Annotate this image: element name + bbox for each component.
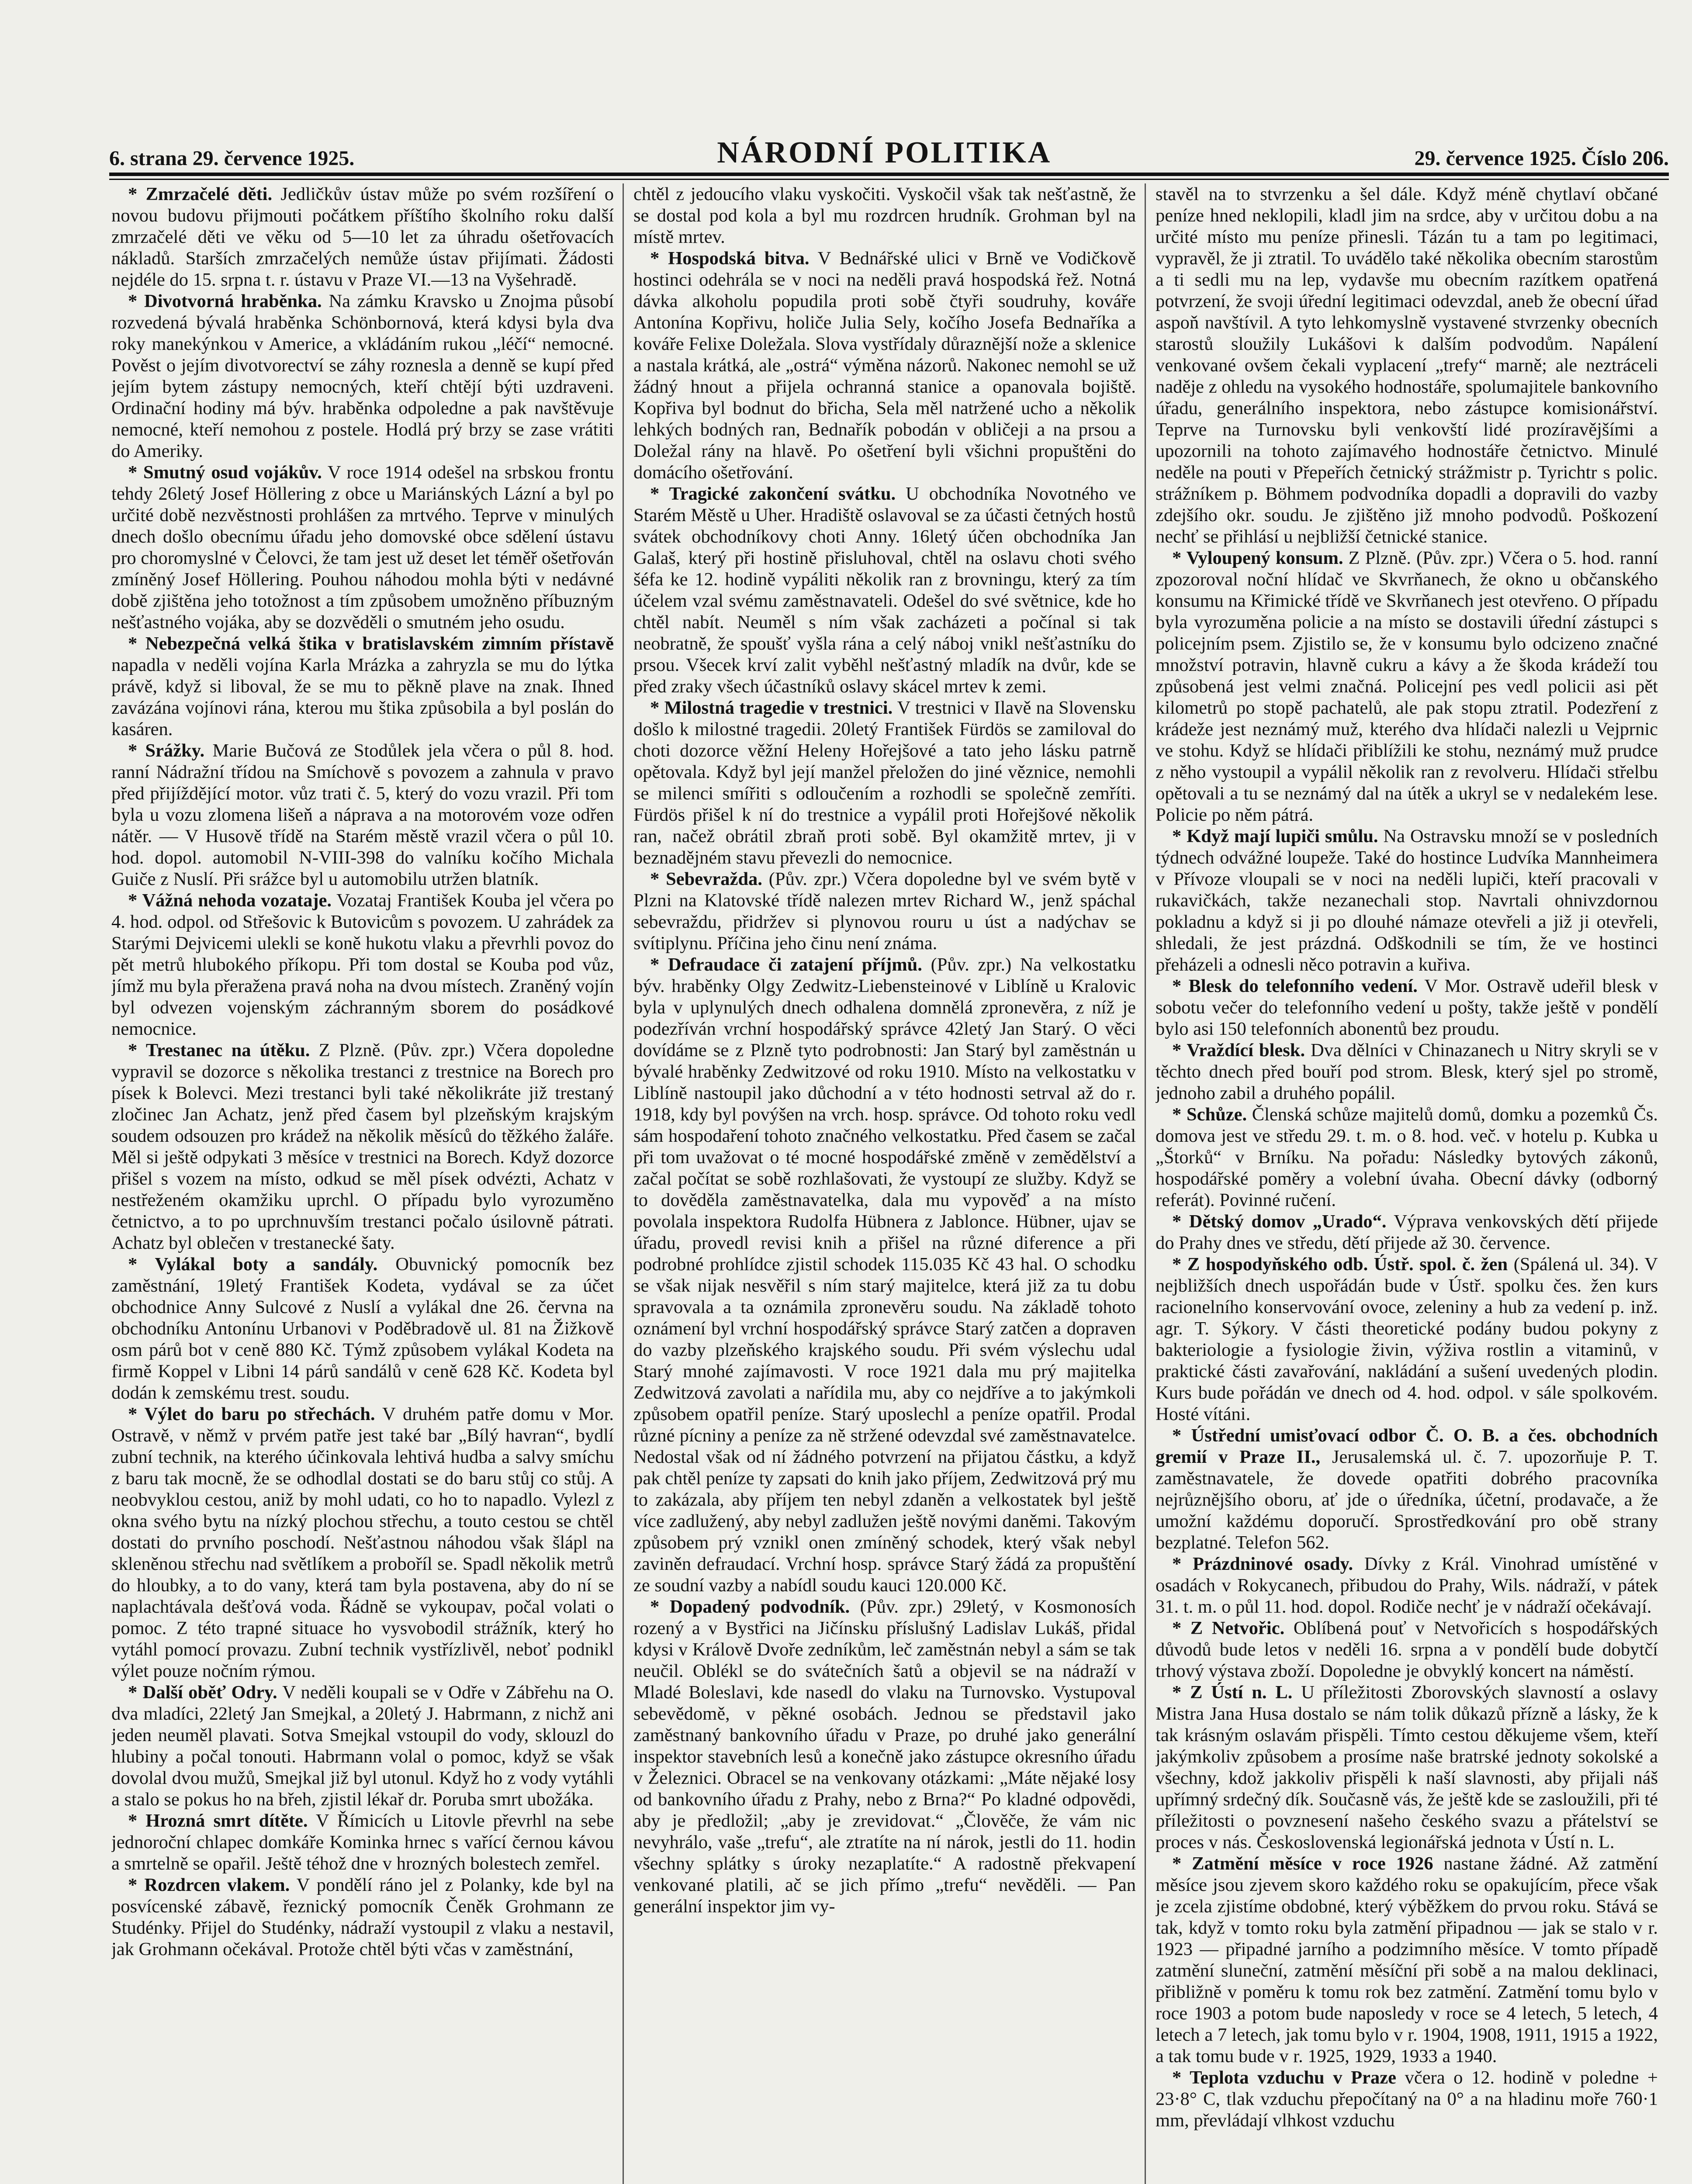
article-body: U příležitosti Zborovských slavností a oslavy Mistra Jana Husa dostalo se nám tolik důkazů přízně a lásky, že k tak krásným oslavám přispěli. Tímto cestou děkujeme všem, kteří jakýmkoliv způsobem a prosíme naše bratrské jednoty sokolské a všechny, kdož jakkoliv přispěli k naší slavnosti, aby přijali náš upřímný srdečný dík. Současně vás, že ještě kde se zasloužili, při té příležitosti o povznesení našeho českého svazu a přátelství se proces v nás. Československá legionářská jednota v Ústí n. L. — [1156, 1682, 1658, 1852]
masthead-title: NÁRODNÍ POLITIKA — [717, 136, 1052, 169]
article-title: * Nebezpečná velká štika v bratislavském zimním přístavě — [128, 633, 614, 654]
column-2 — [633, 183, 1136, 2184]
article-title: * Dopadený podvodník. — [650, 1597, 850, 1617]
article-body: (Pův. zpr.) Na velkostatku býv. hraběnky Olgy Zedwitz-Liebensteinové v Liblíně u Kralovic byla v uplynulých dnech odhalena domnělá zpronevěra, z níž je podezříván vrchní hospodářský správce 42letý Jan Starý. O věci dovídáme se z Plzně tyto podrobnosti: Jan Starý byl zaměstnán u bývalé hraběnky Zedwitzové od roku 1910. Místo na velkostatku v Liblíně nastoupil jako důchodní a v této hodnosti setrval až do r. 1918, kdy byl povýšen na vrch. hosp. správce. Od tohoto roku vedl sám hospodaření tohoto značného velkostatku. Před časem se začal při tom uvažovat o té mocné hospodářské změně v zemědělství a začal počítat se sobě rozhlašovati, že vystoupí ze služby. Když se to dověděla zaměstnavatelka, dala mu vypověď a na místo povolala inspektora Rudolfa Hübnera z Jablonce. Hübner, ujav se úřadu, provedl revisi knih a přišel na různé diference a při podrobné prohlídce zjistil schodek 115.035 Kč 43 hal. O schodku se však nijak nesvěřil s ním starý majitelce, která již za tu dobu spravovala a ta oznámila zpronevěru soudu. Na základě tohoto oznámení byl vrchní hospodářský správce Starý zatčen a dopraven do vazby plzeňského krajského soudu. Při svém výslechu udal Starý mnohé zajímavosti. V roce 1921 dala mu prý majitelka Zedwitzová zavolati a nařídila mu, aby co nejdříve a to jakýmkoli způsobem opatřil peníze. Starý uposlechl a peníze opatřil. Prodal různé pícniny a peníze za ně stržené odevzdal své zaměstnavatelce. Nedostal však od ní žádného potvrzení na přijatou částku, a když pak chtěl peníze ty zapsati do knih jako příjem, Zedwitzová prý mu to zakázala, aby příjem ten nebyl zdaněn a velkostatek byl ještě více zadlužený, aby nebyl zadlužen ještě novými daněmi. Takovým způsobem prý vznikl onen zmíněný schodek, který však nebyl zaviněn defraudací. Vrchní hosp. správce Starý žádá za propuštění ze soudní vazby a nabídl soudu kauci 120.000 Kč. — [633, 954, 1136, 1596]
news-article — [1156, 1425, 1658, 1553]
news-article — [111, 183, 614, 290]
article-title: * Schůze. — [1172, 1104, 1247, 1125]
header-rule-thin — [109, 179, 1669, 180]
news-article — [111, 290, 614, 462]
news-article — [1156, 1553, 1658, 1617]
news-article — [633, 248, 1136, 483]
article-title: * Vraždící blesk. — [1172, 1040, 1305, 1061]
news-article — [111, 1874, 614, 1960]
article-title: * Milostná tragedie v trestnici. — [650, 698, 893, 718]
article-body: Jedličkův ústav může po svém rozšíření o novou budovu přijmouti počátkem příštího školního roku další zmrzačelé děti ve věku od 5—10 let za úhradu ošetřovacích nákladů. Starších zmrzačelých nemůže ústav přijímati. Žádosti nejdéle do 15. srpna t. r. ústavu v Praze VI.—13 na Vyšehradě. — [111, 184, 614, 290]
article-body: V neděli koupali se v Odře v Zábřehu na O. dva mladíci, 22letý Jan Smejkal, a 20letý J. Habrmann, z nichž ani jeden neuměl plavati. Sotva Smejkal vstoupil do vody, sklouzl do hlubiny a počal tonouti. Habrmann volal o pomoc, když se však dovolal dvou mužů, Smejkal již byl utonul. Když ho z vody vytáhli a stalo se pokus ho na břeh, zjistil lékař dr. Poruba smrt ubožáka. — [111, 1682, 614, 1810]
article-title: * Trestanec na útěku. — [128, 1040, 310, 1061]
header-right: 29. července 1925. Číslo 206. — [1414, 147, 1669, 170]
article-title: * Další oběť Odry. — [128, 1682, 277, 1703]
news-article — [111, 1254, 614, 1403]
article-body: (Pův. zpr.) Včera dopoledne byl ve svém bytě v Plzni na Klatovské třídě nalezen mrtev Richard W., jenž spáchal sebevraždu, přidržev si plynovou rouru u úst a nadýchav se svítiplynu. Příčina jeho činu není známa. — [633, 869, 1136, 954]
article-body: Členská schůze majitelů domů, domku a pozemků Čs. domova jest ve středu 29. t. m. o 8. hod. več. v hotelu p. Kubka u „Štorků“ v Brníku. Na pořadu: Následky bytových zákonů, hospodářské poměry a volební úvaha. Obecní dávky (odborný referát). Povinné ručení. — [1156, 1104, 1658, 1210]
article-body: nastane žádné. Až zatmění měsíce jsou zjevem skoro každého roku se opakujícím, přece však je zcela zjistíme obdobné, který výběžkem do prvou roku. Stává se tak, když v tomto roku byla zatmění připadnou — jak se stalo v r. 1923 — připadné jarního a podzimního měsíce. V tomto případě zatmění sluneční, zatmění měsíční při sobě a na malou deklinaci, přibližně v poměru k tomu rok bez zatmění. Zatmění tomu bylo v roce 1903 a potom bude naposledy v roce se 4 letech, 5 letech, 4 letech a 7 letech, jak tomu bylo v r. 1904, 1908, 1911, 1915 a 1922, a tak tomu bude v r. 1925, 1929, 1933 a 1940. — [1156, 1853, 1658, 2067]
article-title: * Z Netvořic. — [1172, 1618, 1284, 1638]
article-title: * Sebevražda. — [650, 869, 762, 889]
article-body: V Římicích u Litovle převrhl na sebe jednoroční chlapec domkáře Kominka hrnec s vařící černou kávou a smrtelně se opařil. Ještě téhož dne v hrozných bolestech zemřel. — [111, 1811, 614, 1874]
news-article — [1156, 826, 1658, 975]
news-article — [633, 697, 1136, 868]
news-article — [1156, 1040, 1658, 1104]
article-body: včera o 12. hodině v poledne + 23·8° C, tlak vzduchu přepočítaný na 0° a na hladinu moře 760·1 mm, převládají vlhkost vzduchu — [1156, 2067, 1658, 2131]
article-title: * Hospodská bitva. — [650, 248, 810, 269]
article-title: * Zatmění měsíce v roce 1926 — [1172, 1853, 1433, 1874]
article-body: Dívky z Král. Vinohrad umístěné v osadách v Rokycanech, přibudou do Prahy, Wils. nádraží, v pátek 31. t. m. o půl 11. hod. dopol. Rodiče nechť je v nádraží očekávají. — [1156, 1554, 1658, 1617]
article-body: chtěl z jedoucího vlaku vyskočiti. Vyskočil však tak nešťastně, že se dostal pod kola a byl mu rozdrcen hrudník. Grohman byl na místě mrtev. — [633, 184, 1136, 247]
news-article — [111, 1403, 614, 1682]
article-title: * Blesk do telefonního vedení. — [1172, 976, 1418, 996]
news-article — [111, 1040, 614, 1254]
article-title: * Když mají lupiči smůlu. — [1172, 826, 1378, 847]
article-title: * Výlet do baru po střechách. — [128, 1404, 375, 1424]
news-article — [111, 1682, 614, 1810]
news-article — [1156, 2067, 1658, 2131]
article-body: V pondělí ráno jel z Polanky, kde byl na posvícenské zábavě, řeznický pomocník Čeněk Grohmann ze Studénky. Přijel do Studénky, nádraží vystoupil z vlaku a nestavil, jak Grohmann očekával. Protože chtěl býti včas v zaměstnání, — [111, 1875, 614, 1959]
news-article — [111, 462, 614, 633]
article-body: Z Plzně. (Pův. zpr.) Včera dopoledne vypravil se dozorce s několika trestanci z trestnice na Borech pro písek k Bolevci. Mezi trestanci byli také několikráte již trestaný zločinec Jan Achatz, jenž před časem byl plzeňským krajským soudem odsouzen pro krádež na několik měsíců do těžkého žaláře. Měl si ještě odpykati 3 měsíce v trestnici na Borech. Když dozorce přišel s vozem na místo, odkud se měl písek odvézti, Achatz v nestřeženém okamžiku uprchl. O případu bylo vyrozuměno četnictvo, a to po uprchnuvším trestanci počalo úsilovně pátrati. Achatz byl oblečen v trestanecké šaty. — [111, 1040, 614, 1253]
article-title: * Hrozná smrt dítěte. — [128, 1811, 308, 1831]
news-article — [1156, 183, 1658, 547]
article-body: U obchodníka Novotného ve Starém Městě u Uher. Hradiště oslavoval se za účasti četných hostů svátek obchodníkovy choti Anny. 16letý účen obchodníka Jan Galaš, který při hostině přisluhoval, chtěl na oslavu choti svého šéfa ke 12. hodině vypáliti několik ran z brovningu, který za tím účelem vzal svému zaměstnavateli. Odešel do své světnice, kde ho chtěl nabít. Neuměl s ním však zacházeti a počínal si tak neobratně, že spoušť vyšla rána a celý náboj vnikl nešťastníku do prsou. Všecek krví zalit vyběhl nešťastný mladík na dvůr, kde se před zraky všech účastníků oslavy skácel mrtev k zemi. — [633, 484, 1136, 697]
article-body: V trestnici v Ilavě na Slovensku došlo k milostné tragedii. 20letý František Fürdös se zamiloval do choti dozorce věžní Heleny Hořejšové a tato jeho lásku patrně opětovala. Když byl její manžel přeložen do jiné věznice, nemohli se milenci smířiti s odloučením a rozhodli se společně zemříti. Fürdös přišel k ní do trestnice a vypálil proti Hořejšové několik ran, načež obrátil zbraň proti sobě. Byl okamžitě mrtev, ji v beznadějném stavu převezli do nemocnice. — [633, 698, 1136, 868]
article-body: Vozataj František Kouba jel včera po 4. hod. odpol. od Střešovic k Butovicům s povozem. U zahrádek za Starými Dejvicemi ulekli se koně hukotu vlaku a převrhli povoz do pět metrů hlubokého příkopu. Při tom dostal se Kouba pod vůz, jímž mu byla přeražena pravá noha na dvou místech. Zraněný vojín byl odvezen vojenským záchranným sborem do posádkové nemocnice. — [111, 890, 614, 1039]
article-body: Na zámku Kravsko u Znojma působí rozvedená bývalá hraběnka Schönbornová, která kdysi byla dva roky manekýnkou v Americe, a vkládáním rukou „léčí“ nemocné. Pověst o jejím divotvorectví se záhy roznesla a denně se kupí před jejím bytem zástupy nemocných, kteří chtějí býti uzdraveni. Ordinační hodiny má býv. hraběnka odpoledne a pak navštěvuje nemocné, kteří nemohou z postele. Hodlá prý brzy se zase vrátiti do Ameriky. — [111, 291, 614, 461]
column-divider — [1145, 183, 1146, 2184]
news-article — [1156, 1682, 1658, 1853]
article-body: Marie Bučová ze Stodůlek jela včera o půl 8. hod. ranní Nádražní třídou na Smíchově s povozem a zahnula v pravo před přijíždějící motor. vůz trati č. 5, který do vozu vrazil. Při tom byla u vozu zlomena lišeň a náprava a na motorovém voze odřen nátěr. — V Husově třídě na Starém městě vrazil včera o půl 10. hod. dopol. automobil N-VIII-398 do valníku kočího Michala Guiče z Nuslí. Při srážce byl u automobilu utržen blatník. — [111, 740, 614, 889]
article-body: Oblíbená pouť v Netvořicích s hospodářských důvodů bude letos v neděli 16. srpna a v pondělí bude dobytčí trhový výstava zboží. Dopoledne je obvyklý koncert na náměstí. — [1156, 1618, 1658, 1681]
article-title: * Defraudace či zatajení příjmů. — [650, 954, 922, 975]
article-body: napadla v neděli vojína Karla Mrázka a zahryzla se mu do lýtka právě, když si liboval, že se mu to pěkně plave na znak. Ihned zavázána vojínovi rána, kterou mu štika způsobila a byl poslán do kasáren. — [111, 655, 614, 740]
news-article — [1156, 1104, 1658, 1211]
article-title: * Smutný osud vojákův. — [128, 462, 322, 483]
news-article — [1156, 1853, 1658, 2067]
news-article — [633, 183, 1136, 248]
article-title: * Divotvorná hraběnka. — [128, 291, 322, 311]
article-body: Na Ostravsku množí se v posledních týdnech odvážné loupeže. Také do hostince Ludvíka Mannheimera v Přívoze vloupali se v noci na neděli lupiči, kteří pracovali v rukavičkách, takže nezanechali stop. Navrtali ohnivzdornou pokladnu a když si ji po dlouhé námaze otevřeli a již ji otevřeli, shledali, že jest prázdná. Odškodnili se tím, že ve hostinci přeházeli a odnesli něco potravin a kuřiva. — [1156, 826, 1658, 975]
article-body: V Bednářské ulici v Brně ve Vodičkově hostinci odehrála se v noci na neděli pravá hospodská řež. Notná dávka alkoholu popudila proti sobě čtyři soudruhy, kováře Antonína Kopřivu, holiče Julia Sely, kočího Josefa Bednaříka a kováře Felixe Doležala. Slova vystřídaly důraznější nože a sklenice a nastala krátká, ale „ostrá“ výměna názorů. Nakonec nemohl se už žádný hnout a přijela ochranná stanice a opanovala bojiště. Kopřiva byl bodnut do břicha, Sela měl natržené ucho a několik lehkých bodných ran, Bednařík pobodán v obličeji a na prsou a Doležal rány na hlavě. Po ošetření byli všichni propuštěni do domácího ošetřování. — [633, 248, 1136, 483]
article-title: * Tragické zakončení svátku. — [650, 484, 896, 504]
header-rule — [109, 173, 1669, 176]
news-article — [1156, 1254, 1658, 1425]
article-body: Z Plzně. (Pův. zpr.) Včera o 5. hod. ranní zpozoroval noční hlídač ve Skvrňanech, že okno u občanského konsumu na Křimické třídě ve Skvrňanech jest otevřeno. O případu byla vyrozuměna policie a na místo se dostavili úřední zástupci s policejním psem. Zjistilo se, že v konsumu bylo odcizeno značné množství potravin, hlavně cukru a kávy a že škoda krádeží tou způsobená jest velmi značná. Policejní pes vedl policii asi pět kilometrů po stopě pachatelů, ale pak stopu ztratil. Podezření z krádeže jest neznámý muž, kterého dva hlídači nalezli u Vejprnic ve stohu. Když se hlídači přiblížili ke stohu, neznámý muž prudce z něho vystoupil a vypálil několik ran z revolveru. Hlídači střelbu opětovali a tu se neznámý dal na útěk a ukryl se v nedalekém lese. Policie po něm pátrá. — [1156, 548, 1658, 825]
article-body: (Spálená ul. 34). V nejbližších dnech uspořádán bude v Ústř. spolku čes. žen kurs racionelního konservování ovoce, zeleniny a hub za vedení p. inž. agr. T. Sýkory. V části theoretické podány budou pokyny z bakteriologie a fysiologie živin, výživa rostlin a vitaminů, v praktické části zavařování, nakládání a sušení uvedených plodin. Kurs bude pořádán ve dnech od 4. hod. odpol. v sále spolkovém. Hosté vítáni. — [1156, 1254, 1658, 1424]
article-body: Výprava venkovských dětí přijede do Prahy dnes ve středu, dětí přijede až 30. července. — [1156, 1211, 1658, 1253]
article-title: * Z Ústí n. L. — [1172, 1682, 1292, 1703]
news-article — [111, 740, 614, 890]
article-body: stavěl na to stvrzenku a šel dále. Když méně chytlaví občané peníze hned neklopili, kladl jim na srdce, aby v určitou dobu a na určité místo mu peníze přinesli. Tázán tu a tam po legitimaci, vypravěl, že ji ztratil. To uvádělo také několika obecním starostům a ti sedli mu na lep, vydavše mu obecním razítkem opatřená potvrzení, že svoji úřední legitimaci odevzdal, aneb že obecní úřad aspoň navštívil. A tyto lehkomyslně vystavené stvrzenky obecních starostů sloužily Lukášovi k dalším podvodům. Napálení venkované ovšem čekali vyplacení „trefy“ marně; ale neztráceli naděje z ohledu na vysokého hodnostáře, spolumajitele bankovního úřadu, generálního inspektora, nebo zástupce komisionářství. Teprve na Turnovsku byli venkovští lidé prozíravějšími a upozornili na tohoto zajímavého hodnostáře četnictvo. Minulé neděle na pouti v Přepeřích četnický strážmistr p. Tyrichtr s polic. strážníkem p. Böhmem podvodníka dopadli a dopravili do vazby zdejšího okr. soudu. Je zjištěno již mnoho podvodů. Poškození nechť se přihlásí u nejbližší četnické stanice. — [1156, 184, 1658, 547]
article-title: * Teplota vzduchu v Praze — [1172, 2067, 1396, 2088]
article-body: V druhém patře domu v Mor. Ostravě, v němž v prvém patře jest také bar „Bílý havran“, bydlí zubní technik, na kterého účinkovala lehtivá hudba a salvy smíchu z baru tak mocně, že se odhodlal dostati se do baru stůj co stůj. A neobvyklou cestou, aniž by mohl udati, co ho to napadlo. Vylezl z okna svého bytu na nízký plochou střechu, a touto cestou se chtěl dostati do prvního poschodí. Nešťastnou náhodou však šlápl na skleněnou střechu nad světlíkem a proboříl se. Spadl několik metrů do hloubky, a to do vany, která tam byla postavena, aby do ní se naplachtávala dešťová voda. Řádně se vykoupav, počal volati o pomoc. Z této trapné situace ho vysvobodil strážník, který ho vytáhl pomocí provazu. Zubní technik vystřízlivěl, neboť podnikl výlet pouze nočním rýmou. — [111, 1404, 614, 1681]
news-article — [1156, 1617, 1658, 1682]
page-header — [109, 131, 1669, 170]
news-article — [1156, 547, 1658, 826]
article-title: * Srážky. — [128, 740, 204, 761]
news-article — [111, 890, 614, 1040]
article-title: * Prázdninové osady. — [1172, 1554, 1353, 1574]
article-title: * Rozdrcen vlakem. — [128, 1875, 290, 1895]
header-left: 6. strana 29. července 1925. — [109, 147, 355, 170]
news-article — [633, 868, 1136, 954]
news-article — [633, 483, 1136, 697]
article-title: * Dětský domov „Urado“. — [1172, 1211, 1386, 1232]
news-article — [633, 954, 1136, 1596]
article-body: (Pův. zpr.) 29letý, v Kosmonosích rozený a v Bystřici na Jičínsku příslušný Ladislav Lukáš, přidal kdysi v Králově Dvoře zedníkům, leč zaměstnán nebyl a sám se tak neučil. Oblékl se do svátečních šatů a objevil se na nádraží v Mladé Boleslavi, kde nasedl do vlaku na Turnovsko. Vystupoval sebevědomě, v pěkné osobách. Jednou se představil jako zaměstnaný bankovního úřadu v Praze, po druhé jako generální inspektor stavebních lesů a konečně jako zástupce okresního úřadu v Železnici. Obracel se na venkovany otázkami: „Máte nějaké losy od bankovního úřadu z Prahy, nebo z Brna?“ Po kladné odpovědi, aby je předložil; „aby je zrevidovat.“ „Člověče, že vám nic nevyhrálo, vaše „trefu“, ale ztratíte na ní nárok, jestli do 11. hodin všechny splátky s úroky nezaplatíte.“ A radostně překvapení venkované platili, ač se jich přímo „trefu“ nevěděli. — Pan generální inspektor jim vy- — [633, 1597, 1136, 1917]
article-title: * Vylákal boty a sandály. — [128, 1254, 377, 1275]
article-title: * Zmrzačelé děti. — [128, 184, 272, 204]
article-body: V Mor. Ostravě udeřil blesk v sobotu večer do telefonního vedení u pošty, takže ještě v pondělí bylo asi 150 telefonních abonentů bez proudu. — [1156, 976, 1658, 1039]
news-article — [633, 1596, 1136, 1917]
column-1 — [111, 183, 614, 2184]
article-body: V roce 1914 odešel na srbskou frontu tehdy 26letý Josef Höllering z obce u Mariánských Lázní a byl po určité době nezvěstnosti prohlášen za mrtvého. Teprve v minulých dnech došlo obecnímu úřadu jeho domovské obce sdělení ústavu pro choromyslné v Čelovci, že tam jest už deset let téměř ošetřován zmíněný Josef Höllering. Pouhou náhodou mohla býti v nedávné době zjištěna jeho totožnost a tím způsobem umožněno příbuzným nešťastného vojáka, aby se dozvěděli o smutném jeho osudu. — [111, 462, 614, 632]
article-body: Jerusalemská ul. č. 7. upozorňuje P. T. zaměstnavatele, že dovede opatřiti dobrého pracovníka nejrůznějšího oboru, ať jde o úředníka, účetní, prodavače, a že umožní každému doporučí. Sprostředkování pro obě strany bezplatné. Telefon 562. — [1156, 1447, 1658, 1553]
article-title: * Z hospodyňského odb. Ústř. spol. č. žen — [1172, 1254, 1508, 1275]
article-body: Dva dělníci v Chinazanech u Nitry skryli se v těchto dnech před bouří pod strom. Blesk, který sjel po stromě, jednoho zabil a druhého popálil. — [1156, 1040, 1658, 1103]
news-article — [111, 633, 614, 740]
column-divider — [623, 183, 624, 2184]
article-title: * Vážná nehoda vozataje. — [128, 890, 332, 911]
article-body: Obuvnický pomocník bez zaměstnání, 19letý František Kodeta, vydával se za účet obchodnice Anny Sulcové z Nuslí a vylákal dne 26. června na obchodníku Antonínu Urbanovi v Poděbradově ul. 81 na Žižkově osm párů bot v ceně 880 Kč. Týmž způsobem vylákal Kodeta na firmě Koppel v Libni 14 párů sandálů v ceně 628 Kč. Kodeta byl dodán k zemskému trest. soudu. — [111, 1254, 614, 1403]
column-3 — [1156, 183, 1658, 2184]
article-title: * Vyloupený konsum. — [1172, 548, 1343, 568]
news-article — [1156, 975, 1658, 1040]
article-title: * Ústřední umisťovací odbor Č. O. B. a čes. obchodních gremií v Praze II., — [1156, 1425, 1658, 1467]
news-article — [1156, 1211, 1658, 1254]
news-article — [111, 1810, 614, 1874]
